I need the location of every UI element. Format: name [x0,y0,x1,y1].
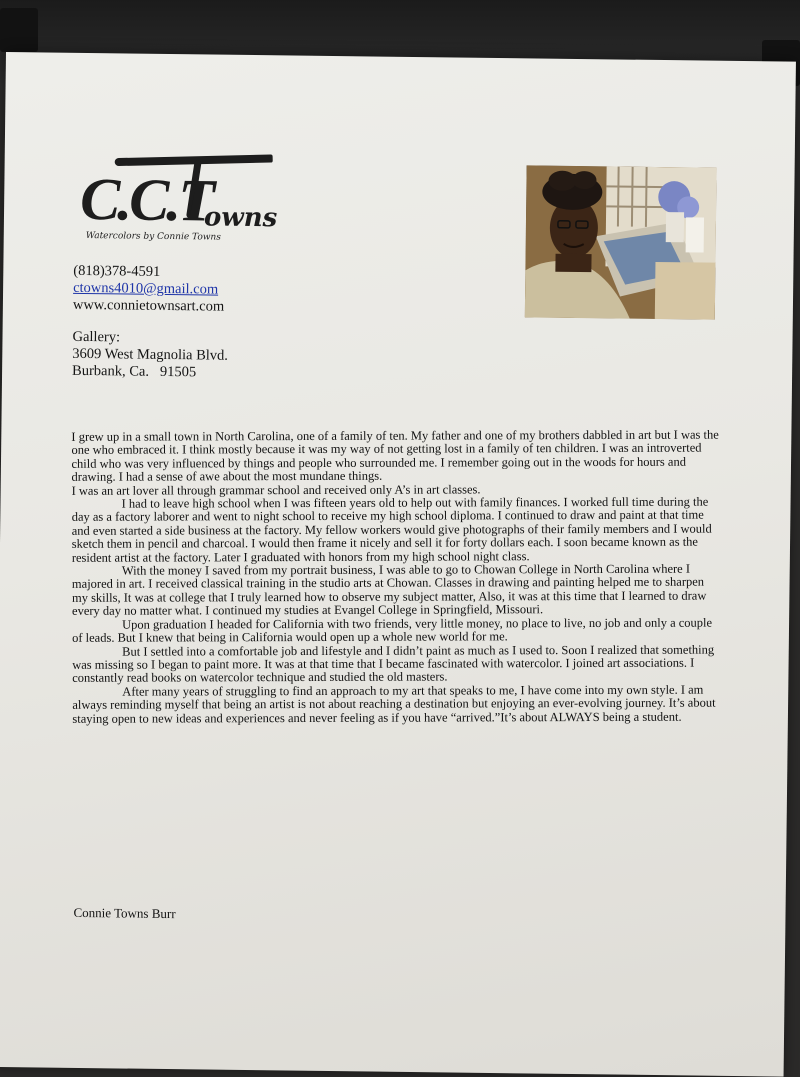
bio-paragraph-1: I grew up in a small town in North Carolina, one of a family of ten. My father and one of my brothers dabbled in art but I was the one who embraced it. I think mostly because it was my way of not getting lost in a family of ten children. I was an introverted child who was very influenced by things and people who surrounded me. I remember going out in the woods for hours and drawing. I had a sense of awe about the most mundane things. [71,427,719,485]
bio-paragraph-5: Upon graduation I headed for California with two friends, very little money, no place to live, no job and only a couple of leads. But I knew that being in California would open up a whole new world for me. [72,615,713,645]
logo-suffix: owns [203,202,278,234]
email-link[interactable]: ctowns4010@gmail.com [73,279,219,298]
bio-paragraph-4: With the money I saved from my portrait business, I was able to go to Chowan College in North Carolina where I majored in art. I received classical training in the studio arts at Chowan. Classes in drawing and painting helped me to sharpen my skills, It was at college that I truly learned how to observe my subject matter, Also, it was at this time that I learned to draw every day no matter what. I continued my studies at Evangel College in Springfield, Missouri. [71,561,707,619]
bio-paragraph-2: I was an art lover all through grammar school and received only A’s in art classes. [71,482,481,498]
portrait-illustration [525,165,717,319]
website-url: www.connietownsart.com [72,296,225,315]
phone-number: (818)378-4591 [73,262,161,280]
contact-block [73,263,225,316]
bio-paragraph-3: I had to leave high school when I was fifteen years old to help out with family finances. I worked full time during the day as a factory laborer and went to night school to receive my high school diploma. I continued to draw and paint at that time and even started a side business at the factory. My fellow workers would give photographs of their family members and I would sketch them in pencil and charcoal. I would then frame it nicely and sell it for forty dollars each. I soon became known as the resident artist at the factory. Later I graduated with honors from my high school night class. [71,494,712,565]
logo-tagline: Watercolors by Connie Towns [85,230,221,243]
bio-paragraph-6: But I settled into a comfortable job and lifestyle and I didn’t paint as much as I used to. Soon I realized that something was missing so I began to paint more. It was at that time that I became fascinated with watercolor. I joined art associations. I constantly read books on watercolor technique and studied the old masters. [72,642,715,686]
gallery-address-line1: 3609 West Magnolia Blvd. [72,345,229,364]
artist-portrait-photo [525,165,717,319]
artist-biography [71,429,722,726]
bio-paragraph-7: After many years of struggling to find an approach to my art that speaks to me, I have come into my own style. I am always reminding myself that being an artist is not about reaching a destination but enjoying an ever-evolving journey. It’s about staying open to new ideas and experiences and never feeling as if you have “arrived.”It’s about ALWAYS being a student. [72,682,716,726]
tape-top-left [0,8,38,52]
gallery-address-line2: Burbank, Ca. 91505 [72,362,197,381]
gallery-block [72,329,228,382]
flyer-page [0,52,796,1077]
gallery-label: Gallery: [72,328,121,346]
cctowns-logo [74,151,285,249]
signature-name: Connie Towns Burr [73,904,176,922]
logo-letters: C.C.T [79,165,213,234]
